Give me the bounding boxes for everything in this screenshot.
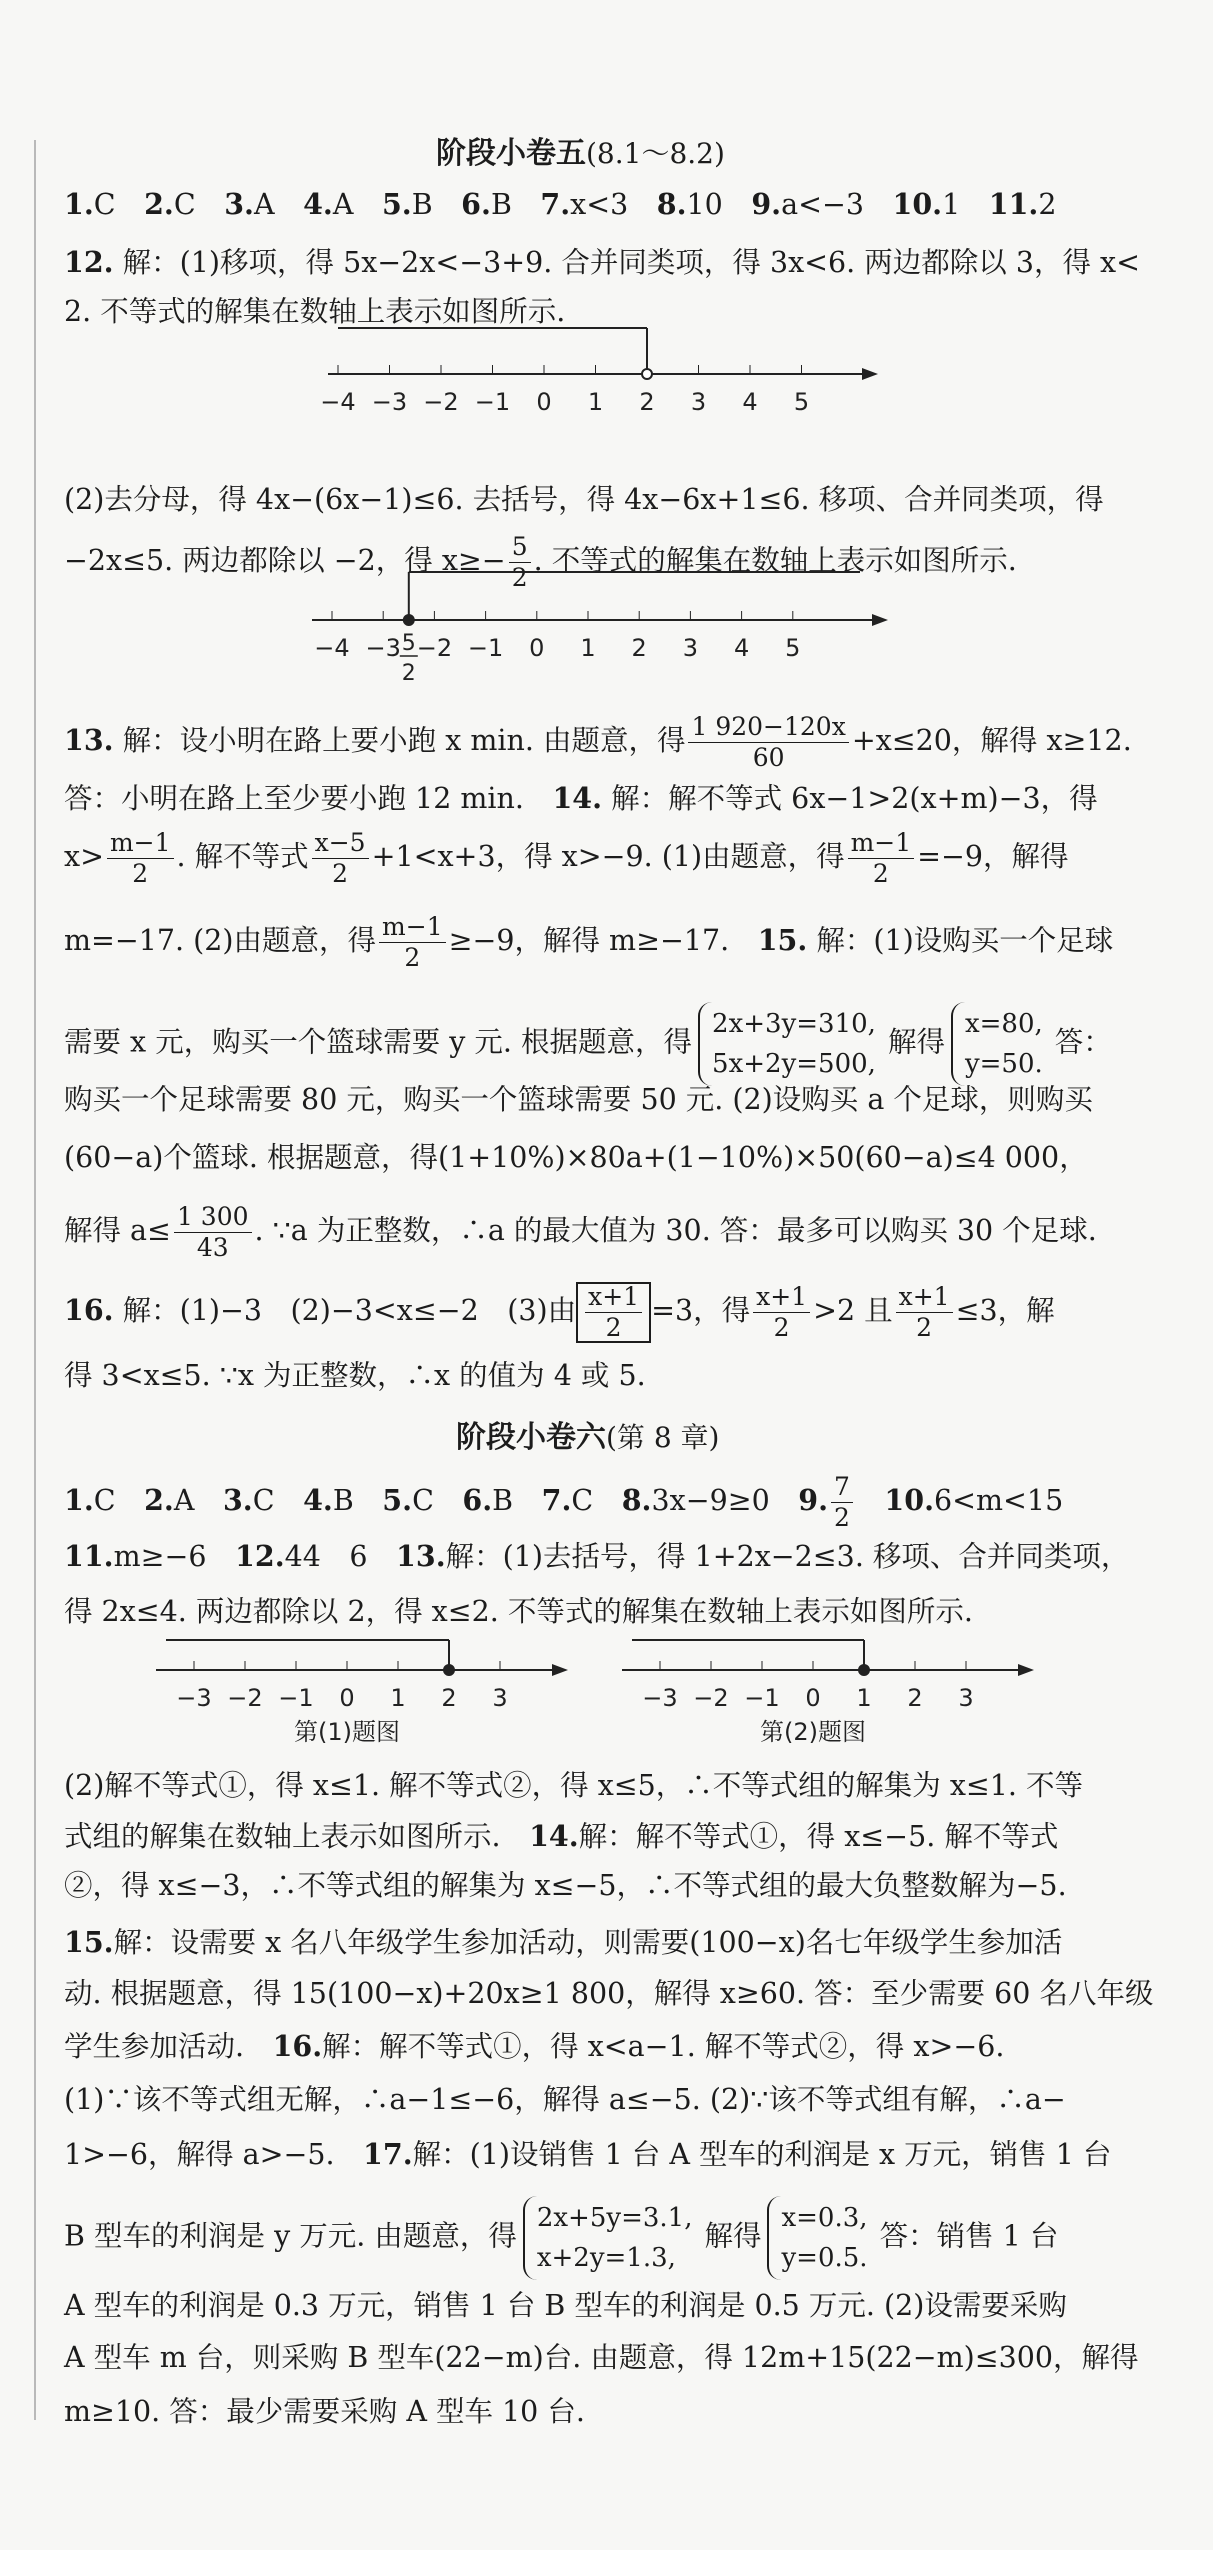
tick-label: 3 <box>958 1684 974 1712</box>
q14-line-2: x> $\frac{m-1}{2}$ . 解不等式 $\frac{x-5}{2}$ +1<x+3，得 x>−9. (1)由题意，得 $\frac{m-1}{2}$ =−9，解得 <box>64 828 1069 888</box>
section-5-title: 阶段小卷五(8.1～8.2) <box>436 136 725 171</box>
s6-line-7: 15.解：设需要 x 名八年级学生参加活动，则需要(100−x)名七年级学生参加活 <box>64 1925 1063 1959</box>
answer-number: 5. <box>382 1483 413 1517</box>
answer-number: 7. <box>541 1483 572 1517</box>
answer-value: B <box>492 1484 514 1517</box>
solution-point <box>642 369 652 379</box>
answer-value: A <box>173 1484 195 1517</box>
tick-label: 0 <box>529 634 545 662</box>
tick-label: 4 <box>733 634 750 662</box>
answer-value: 1 <box>942 188 961 221</box>
answer-value: C <box>252 1484 275 1517</box>
answer-number: 9. <box>751 187 782 221</box>
tick-label: −2 <box>693 1684 729 1712</box>
tick-label: −4 <box>314 634 350 662</box>
tick-label: −2 <box>227 1684 263 1712</box>
q14-q15-line: m=−17. (2)由题意，得 $\frac{m-1}{2}$ ≥−9，解得 m≥−17. 15. 解：(1)设购买一个足球 <box>64 912 1114 972</box>
answer-number: 7. <box>540 187 571 221</box>
axis-arrow <box>1018 1664 1034 1676</box>
tick-label: 1 <box>390 1684 406 1712</box>
figure-caption: 第(2)题图 <box>760 1718 866 1746</box>
answer-value: x<3 <box>570 188 629 221</box>
answer-value: A <box>253 188 275 221</box>
q12-line-4: −2x≤5. 两边都除以 −2，得 x≥− $\frac{5}{2}$ . 不等式的解集在数轴上表示如图所示. <box>64 532 1017 592</box>
answer-value: 10 <box>686 188 723 221</box>
answer-value: B <box>490 188 512 221</box>
tick-label: 3 <box>690 388 707 416</box>
answer-value: C <box>571 1484 594 1517</box>
tick-label: 1 <box>587 388 604 416</box>
answer-number: 1. <box>64 187 94 221</box>
answer-value: 3x−9≥0 <box>651 1484 770 1517</box>
answer-value: C <box>93 1484 116 1517</box>
solution-point <box>444 1665 454 1675</box>
tick-label: 2 <box>631 634 647 662</box>
answer-value: 2 <box>1038 188 1057 221</box>
answer-value: C <box>93 188 116 221</box>
s6-line-9: 学生参加活动. 16.解：解不等式①，得 x<a−1. 解不等式②，得 x>−6. <box>64 2029 1005 2063</box>
q16-line-2: 得 3<x≤5. ∵x 为正整数，∴x 的值为 4 或 5. <box>64 1359 646 1392</box>
tick-label: 2 <box>907 1684 923 1712</box>
answer-number: 8. <box>621 1483 652 1517</box>
axis-arrow <box>872 614 888 626</box>
tick-label: −3 <box>642 1684 678 1712</box>
answer-number: 3. <box>222 1483 253 1517</box>
axis-arrow <box>862 368 878 380</box>
tick-label: −4 <box>320 388 356 416</box>
answer-number: 4. <box>303 187 333 221</box>
tick-label: 1 <box>856 1684 872 1712</box>
answer-value: a<−3 <box>781 188 864 221</box>
answer-number: 11. <box>988 187 1039 221</box>
s6-line-13: A 型车的利润是 0.3 万元，销售 1 台 B 型车的利润是 0.5 万元. (2)设需要采购 <box>64 2289 1067 2322</box>
q13-line-1: 13. 解：设小明在路上要小跑 x min. 由题意，得 $\frac{1 920-120x}{60}$ +x≤20，解得 x≥12. <box>64 712 1132 772</box>
tick-label: 2 <box>441 1684 457 1712</box>
q12-line-1: 12. 解：(1)移项，得 5x−2x<−3+9. 合并同类项，得 3x<6. 两边都除以 3，得 x< <box>64 245 1141 279</box>
tick-label: −1 <box>278 1684 314 1712</box>
tick-label: 3 <box>682 634 699 662</box>
extra-label-den: 2 <box>401 661 416 686</box>
number-line-1 <box>320 320 880 440</box>
q15-line-2: 需要 x 元，购买一个篮球需要 y 元. 根据题意，得 2x+3y=310, 5x+2y=500, 解得 x=80, y=50. 答： <box>64 1002 1112 1086</box>
answer-number: 5. <box>381 187 412 221</box>
answer-number: 2. <box>144 1483 174 1517</box>
answer-value: C <box>173 188 196 221</box>
answer-number: 1. <box>64 1483 94 1517</box>
s6-line-8: 动. 根据题意，得 15(100−x)+20x≥1 800，解得 x≥60. 答：至少需要 60 名八年级 <box>64 1977 1154 2010</box>
s6-line-15: m≥10. 答：最少需要采购 A 型车 10 台. <box>64 2395 585 2428</box>
answer-number: 6. <box>462 1483 493 1517</box>
s6-line-14: A 型车 m 台，则采购 B 型车(22−m)台. 由题意，得 12m+15(22−m)≤300，解得 <box>64 2341 1139 2374</box>
q15-line-3: 购买一个足球需要 80 元，购买一个篮球需要 50 元. (2)设购买 a 个足球，则购买 <box>64 1083 1093 1116</box>
tick-label: −3 <box>371 388 408 416</box>
axis-arrow <box>552 1664 568 1676</box>
tick-label: 0 <box>339 1684 355 1712</box>
solution-point <box>859 1665 869 1675</box>
tick-label: −2 <box>416 634 453 662</box>
s6-line-12: B 型车的利润是 y 万元. 由题意，得 2x+5y=3.1, x+2y=1.3, 解得 x=0.3, y=0.5. 答：销售 1 台 <box>64 2196 1058 2280</box>
tick-label: 3 <box>492 1684 508 1712</box>
section-6-title: 阶段小卷六(第 8 章) <box>456 1420 720 1455</box>
answer-value: C <box>412 1484 434 1517</box>
section-5-answers <box>64 184 1085 225</box>
answer-value: A <box>332 188 354 221</box>
s6-line-2: 11.m≥−6 12.44 6 13.解：(1)去括号，得 1+2x−2≤3. 移项、合并同类项， <box>64 1539 1130 1573</box>
answer-number: 6. <box>461 187 491 221</box>
section-6-answers: 1.C 2.A 3.C 4.B 5.C 6.B 7.C 8.3x−9≥0 9. $\frac{7}{2}$ 10.6<m<15 <box>64 1472 1064 1532</box>
q12-line-3: (2)去分母，得 4x−(6x−1)≤6. 去括号，得 4x−6x+1≤6. 移项、合并同类项，得 <box>64 483 1104 516</box>
tick-label: −1 <box>474 388 511 416</box>
tick-label: 4 <box>742 388 758 416</box>
s6-line-5: 式组的解集在数轴上表示如图所示. 14.解：解不等式①，得 x≤−5. 解不等式 <box>64 1819 1059 1853</box>
number-line-2 <box>300 560 890 690</box>
q15-line-5: 解得 a≤ $\frac{1 300}{43}$ . ∵a 为正整数，∴a 的最大值为 30. 答：最多可以购买 30 个足球. <box>64 1202 1097 1262</box>
solution-point <box>404 615 414 625</box>
answer-number: 4. <box>303 1483 333 1517</box>
answer-value: B <box>411 188 433 221</box>
answer-number: 8. <box>656 187 687 221</box>
extra-label-num: 5 <box>401 631 416 656</box>
tick-label: −1 <box>744 1684 780 1712</box>
tick-label: 1 <box>580 634 596 662</box>
q13-q14-line: 答：小明在路上至少要小跑 12 min. 14. 解：解不等式 6x−1>2(x+m)−3，得 <box>64 781 1098 815</box>
answer-number: 3. <box>224 187 254 221</box>
tick-label: 0 <box>805 1684 821 1712</box>
tick-label: 5 <box>793 388 810 416</box>
tick-label: −1 <box>467 634 504 662</box>
s6-line-10: (1)∵该不等式组无解，∴a−1≤−6，解得 a≤−5. (2)∵该不等式组有解，∴a− <box>64 2083 1066 2116</box>
s6-line-6: ②，得 x≤−3，∴不等式组的解集为 x≤−5，∴不等式组的最大负整数解为−5. <box>64 1869 1067 1902</box>
s6-line-3: 得 2x≤4. 两边都除以 2，得 x≤2. 不等式的解集在数轴上表示如图所示. <box>64 1595 973 1628</box>
tick-label: −3 <box>365 634 401 662</box>
s6-line-11: 1>−6，解得 a>−5. 17.解：(1)设销售 1 台 A 型车的利润是 x 万元，销售 1 台 <box>64 2137 1112 2171</box>
q15-line-4: (60−a)个篮球. 根据题意，得(1+10%)×80a+(1−10%)×50(60−a)≤4 000， <box>64 1141 1088 1174</box>
s6-line-4: (2)解不等式①，得 x≤1. 解不等式②，得 x≤5，∴不等式组的解集为 x≤1. 不等 <box>64 1769 1084 1802</box>
answer-value: B <box>332 1484 354 1517</box>
q12-line-2: 2. 不等式的解集在数轴上表示如图所示. <box>64 295 566 328</box>
tick-label: 5 <box>785 634 801 662</box>
number-line-3 <box>150 1626 570 1746</box>
tick-label: 0 <box>536 388 552 416</box>
tick-label: −2 <box>423 388 459 416</box>
q16-line-1: 16. 解：(1)−3 (2)−3<x≤−2 (3)由 $\frac{x+1}{2}$ =3，得 $\frac{x+1}{2}$ >2 且 $\frac{x+1}{2}$ ≤3，解 <box>64 1282 1055 1342</box>
answer-number: 10. <box>892 187 943 221</box>
figure-caption: 第(1)题图 <box>294 1718 400 1746</box>
tick-label: 2 <box>639 388 655 416</box>
answer-number: 2. <box>144 187 174 221</box>
number-line-4 <box>616 1626 1036 1746</box>
tick-label: −3 <box>176 1684 212 1712</box>
left-margin-rule <box>34 140 36 2420</box>
